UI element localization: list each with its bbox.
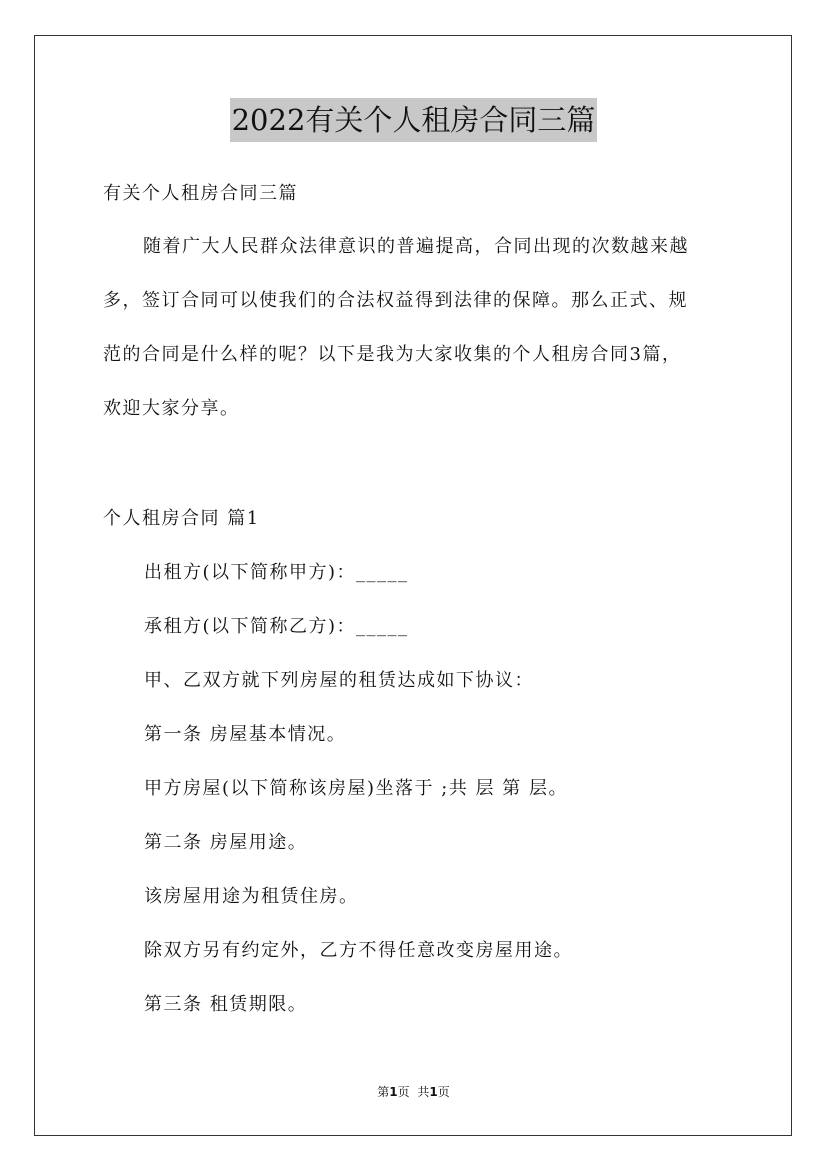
section-heading: 个人租房合同 篇1 [103, 508, 260, 529]
document-subtitle: 有关个人租房合同三篇 [103, 183, 298, 204]
intro-line: 范的合同是什么样的呢？以下是我为大家收集的个人租房合同3篇， [103, 344, 682, 365]
intro-line: 随着广大人民群众法律意识的普遍提高，合同出现的次数越来越 [143, 236, 689, 257]
footer-total-prefix: 共 [417, 1085, 430, 1099]
contract-line-usage: 该房屋用途为租赁住房。 [144, 886, 359, 907]
intro-paragraph [103, 235, 727, 451]
contract-line-location: 甲方房屋(以下简称该房屋)坐落于 ;共 层 第 层。 [144, 778, 568, 799]
intro-line: 多，签订合同可以使我们的合法权益得到法律的保障。那么正式、规 [103, 290, 688, 311]
contract-article-1: 第一条 房屋基本情况。 [144, 724, 347, 745]
contract-line-agreement: 甲、乙双方就下列房屋的租赁达成如下协议： [144, 670, 534, 691]
contract-line-restriction: 除双方另有约定外，乙方不得任意改变房屋用途。 [144, 940, 573, 961]
footer-total-pages: 1 [429, 1085, 438, 1099]
contract-line-lessor: 出租方(以下简称甲方)：_____ [144, 562, 409, 583]
title-container [0, 98, 827, 142]
footer-page-suffix: 页 [397, 1085, 410, 1099]
contract-article-3: 第三条 租赁期限。 [144, 994, 308, 1015]
intro-line: 欢迎大家分享。 [103, 398, 240, 419]
footer-page-prefix: 第 [377, 1085, 390, 1099]
document-title: 2022有关个人租房合同三篇 [230, 98, 598, 142]
contract-article-2: 第二条 房屋用途。 [144, 832, 308, 853]
footer-total-suffix: 页 [437, 1085, 450, 1099]
footer-page-number: 1 [389, 1085, 398, 1099]
contract-line-lessee: 承租方(以下简称乙方)：_____ [144, 616, 409, 637]
page-footer [0, 1084, 827, 1100]
